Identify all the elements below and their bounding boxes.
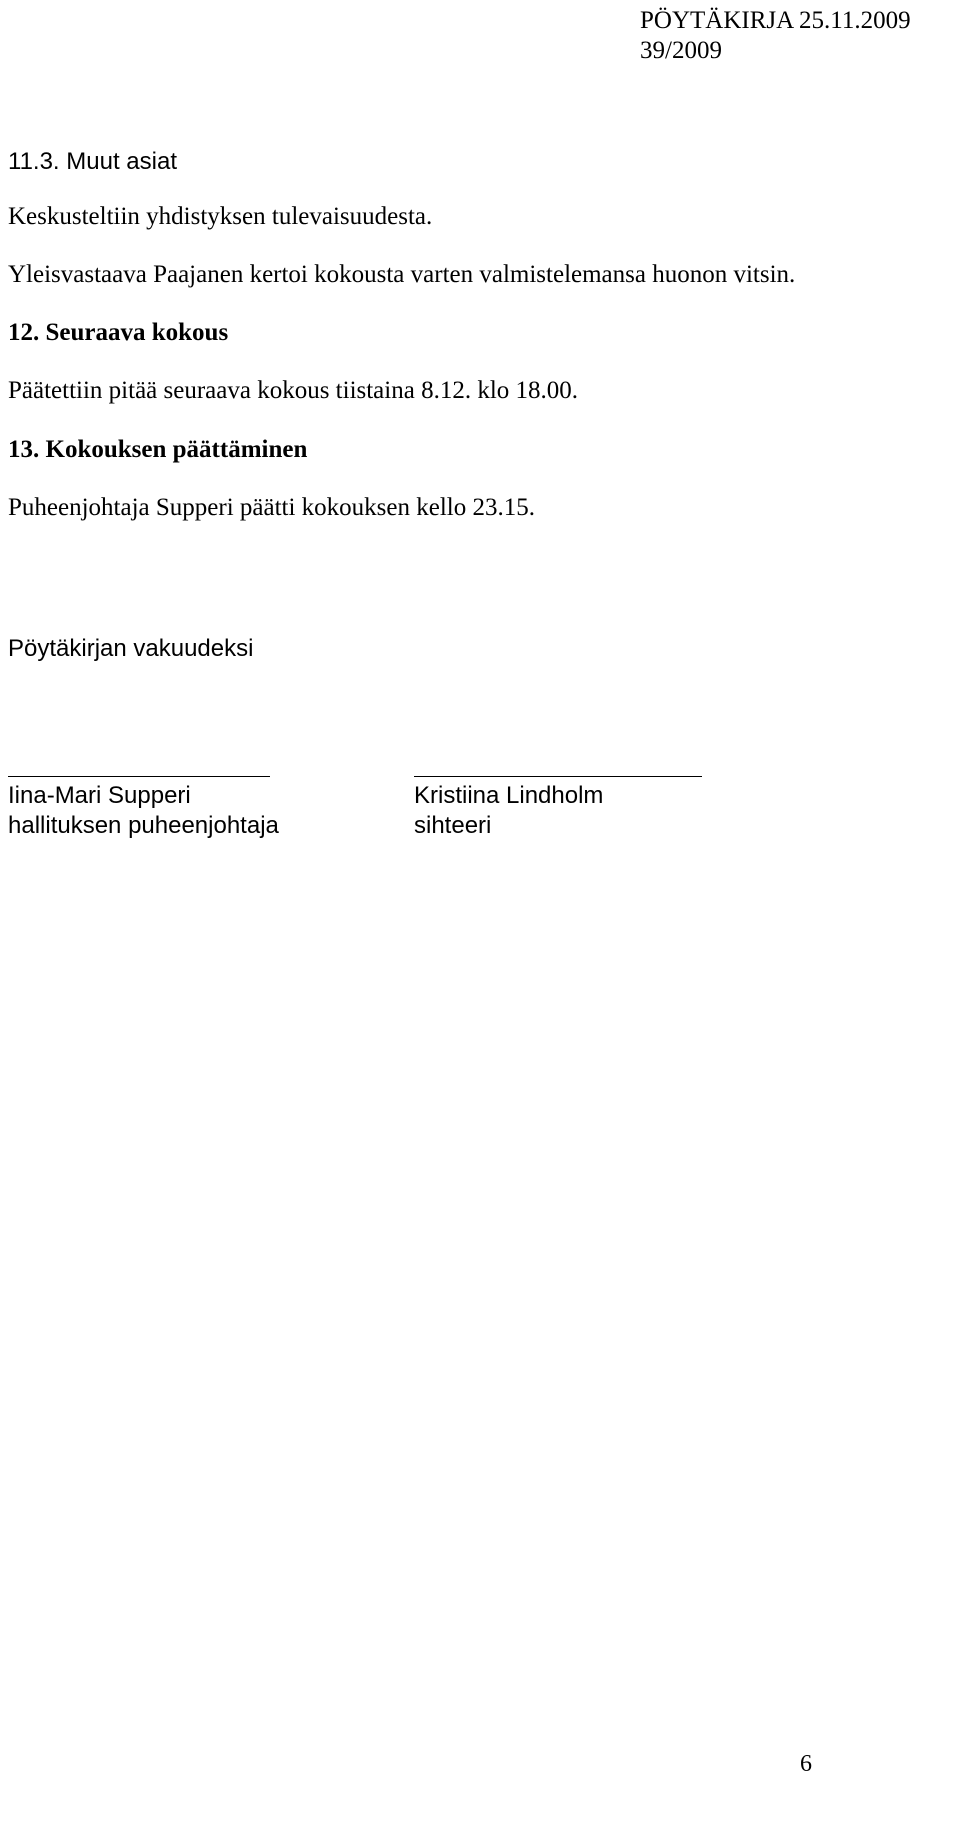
signature-role-chair: hallituksen puheenjohtaja bbox=[8, 812, 279, 839]
document-number: 39/2009 bbox=[640, 37, 722, 64]
section-12-paragraph: Päätettiin pitää seuraava kokous tiistaina 8.12. klo 18.00. bbox=[8, 377, 579, 404]
section-11-3-paragraph-2: Yleisvastaava Paajanen kertoi kokousta varten valmistelemansa huonon vitsin. bbox=[8, 261, 796, 288]
page-number: 6 bbox=[800, 1751, 812, 1777]
section-12-heading: 12. Seuraava kokous bbox=[8, 319, 229, 346]
section-13-heading: 13. Kokouksen päättäminen bbox=[8, 436, 308, 463]
section-11-3-paragraph-1: Keskusteltiin yhdistyksen tulevaisuudesta. bbox=[8, 203, 433, 230]
signature-name-secretary: Kristiina Lindholm bbox=[414, 782, 604, 809]
signature-name-chair: Iina-Mari Supperi bbox=[8, 782, 191, 809]
section-13-paragraph: Puheenjohtaja Supperi päätti kokouksen kello 23.15. bbox=[8, 494, 535, 521]
document-title: PÖYTÄKIRJA 25.11.2009 bbox=[640, 7, 911, 34]
signature-line-chair bbox=[8, 776, 270, 777]
signature-role-secretary: sihteeri bbox=[414, 812, 492, 839]
attestation-text: Pöytäkirjan vakuudeksi bbox=[8, 635, 254, 662]
signature-line-secretary bbox=[414, 776, 702, 777]
section-11-3-heading: 11.3. Muut asiat bbox=[8, 148, 177, 175]
